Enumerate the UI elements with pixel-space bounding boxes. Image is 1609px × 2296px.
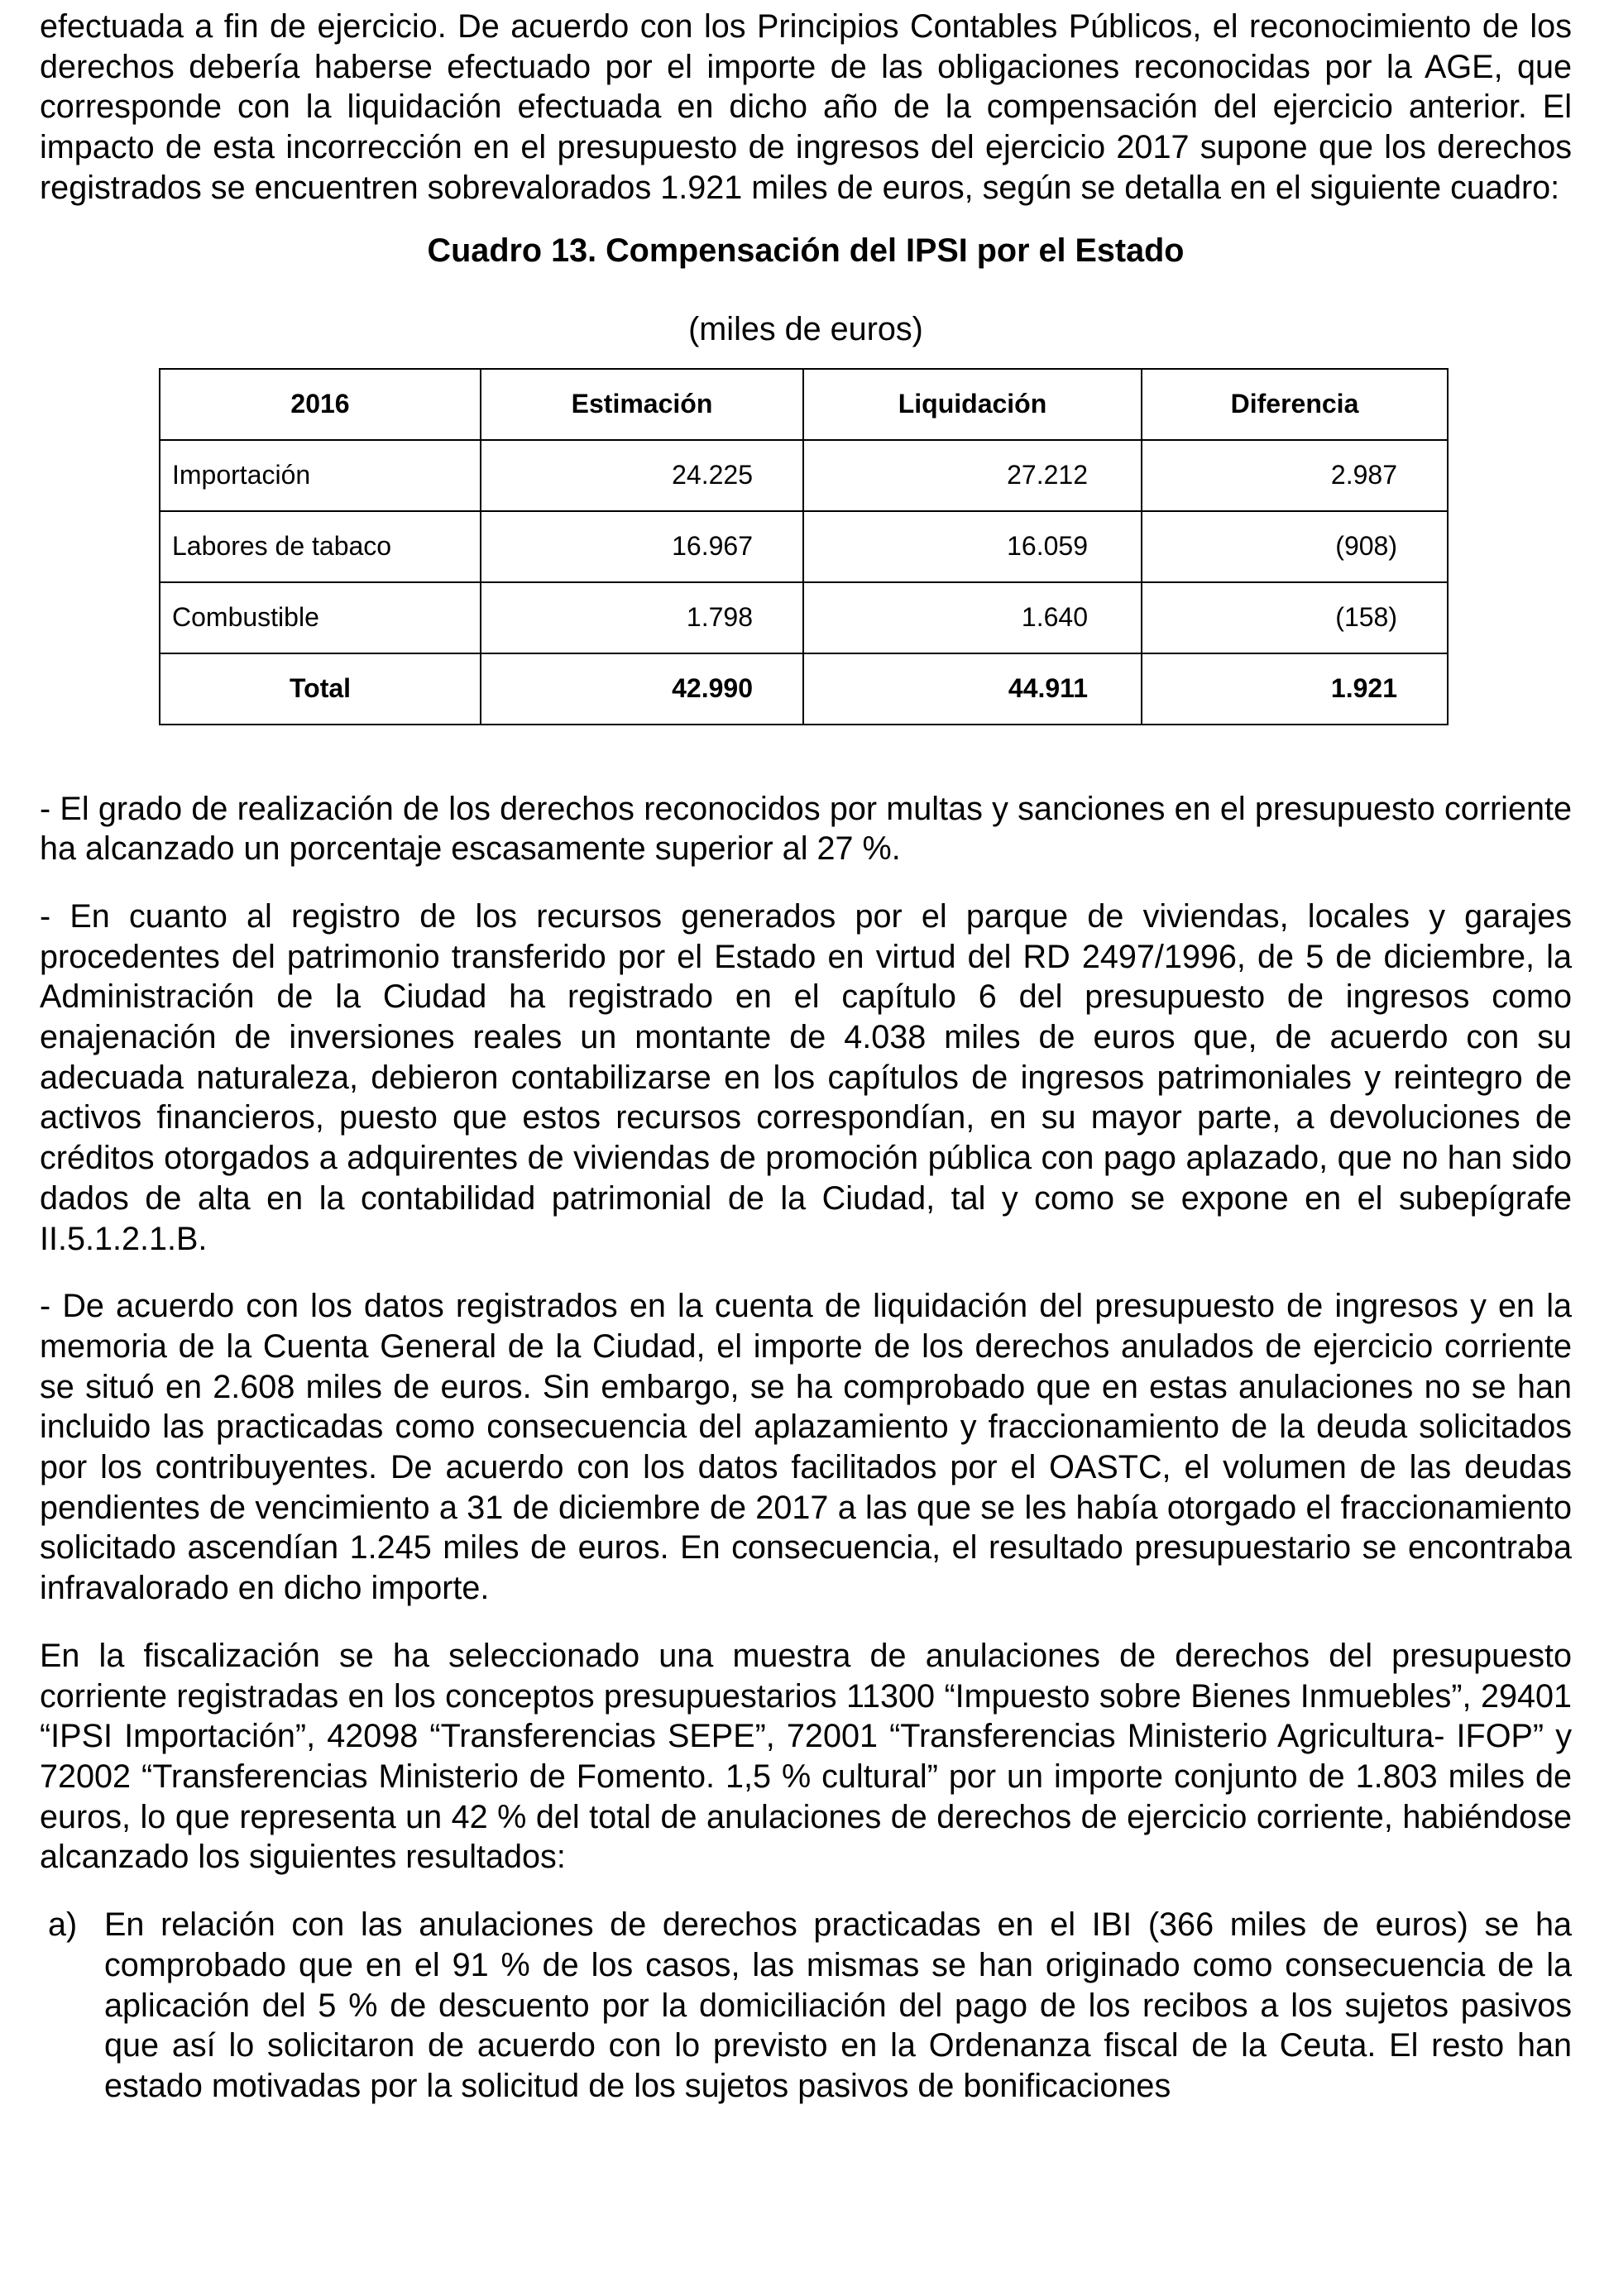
text-line: anulaciones no se han incluido las practicadas como consecuencia del aplazamiento y — [40, 1368, 1573, 1446]
text-line: de la aplicación del 5 % de descuento por la domiciliación del pago de los recibos a los — [104, 1946, 1572, 2024]
text-line: pública con pago aplazado, que no han sido dados de alta en la contabilidad patrimonial de la — [40, 1140, 1572, 1217]
cell-estimacion: 1.798 — [481, 582, 803, 653]
paragraph-muestra — [40, 1636, 1572, 1877]
text-line: corriente ha alcanzado un porcentaje escasamente superior al 27 %. — [40, 790, 1572, 868]
paragraph-viviendas — [40, 897, 1572, 1259]
header-estimacion: Estimación — [481, 369, 803, 440]
text-line: en la memoria de la Cuenta General de la Ciudad, el importe de los derechos anulados de — [40, 1288, 1573, 1365]
text-line: importe. — [371, 1570, 490, 1607]
row-label: Combustible — [160, 582, 481, 653]
text-line: conjunto de 1.803 miles de euros, lo que representa un 42 % del total de anulaciones de derechos — [40, 1758, 1572, 1835]
text-line: detalla en el siguiente cuadro: — [1124, 169, 1560, 206]
cell-liquidacion: 1.640 — [803, 582, 1142, 653]
table-row — [160, 582, 1448, 653]
text-line: Ciudad, tal y como se expone en el subepígrafe II.5.1.2.1.B. — [40, 1179, 1572, 1257]
document-page — [40, 7, 1572, 2107]
text-line: Agricultura- IFOP” y 72002 “Transferencias Ministerio de Fomento. 1,5 % cultural” por un importe — [40, 1718, 1573, 1795]
total-label: Total — [160, 653, 481, 725]
text-line: corriente registradas en los conceptos presupuestarios 11300 “Impuesto sobre Bienes Inmuebles”, — [40, 1677, 1481, 1715]
cell-liquidacion: 27.212 — [803, 440, 1142, 511]
text-line: patrimoniales y reintegro de activos financieros, puesto que estos recursos correspondían, en su — [40, 1059, 1573, 1136]
table-title: Cuadro 13. Compensación del IPSI por el Estado — [427, 232, 1185, 269]
table-row — [160, 440, 1448, 511]
text-line: de ejercicio corriente, habiéndose alcanzado los siguientes resultados: — [40, 1798, 1572, 1876]
table-row — [160, 511, 1448, 582]
text-line: acuerdo con su adecuada naturaleza, debieron contabilizarse en los capítulos de ingresos — [40, 1019, 1573, 1096]
cell-estimacion: 24.225 — [481, 440, 803, 511]
text-line: procedentes del patrimonio transferido por el Estado en virtud del RD 2497/1996, de 5 de — [40, 938, 1384, 975]
list-item-text — [104, 1905, 1572, 2107]
row-label: Importación — [160, 440, 481, 511]
cell-liquidacion: 16.059 — [803, 511, 1142, 582]
text-line: que los derechos registrados se encuentren sobrevalorados 1.921 miles de euros, según se — [40, 129, 1572, 206]
text-line: Ceuta. El resto han estado motivadas por la solicitud de los sujetos pasivos de bonificaciones — [104, 2027, 1572, 2104]
text-line: facilitados por el OASTC, el volumen de las deudas pendientes de vencimiento a 31 de diciembre — [40, 1449, 1572, 1526]
cell-diferencia: (908) — [1142, 511, 1448, 582]
text-line: - En cuanto al registro de los recursos generados por el parque de viviendas, locales y garajes — [40, 897, 1572, 935]
text-line: En la fiscalización se ha seleccionado una muestra de anulaciones de derechos del presupuesto — [40, 1637, 1572, 1674]
cell-diferencia: 2.987 — [1142, 440, 1448, 511]
text-line: anterior. El impacto de esta incorrección en el presupuesto de ingresos del ejercicio 2017 supone — [40, 88, 1572, 166]
paragraph-multas — [40, 789, 1572, 869]
text-line: efectuada a fin de ejercicio. De acuerdo con los Principios Contables Públicos, el reconocimiento — [40, 8, 1482, 45]
header-liquidacion: Liquidación — [803, 369, 1142, 440]
text-line: - El grado de realización de los derechos reconocidos por multas y sanciones en el presupuesto — [40, 790, 1445, 827]
text-line: sujetos pasivos que así lo solicitaron de acuerdo con lo previsto en la Ordenanza fiscal de la — [104, 1987, 1572, 2064]
text-line: 29401 “IPSI Importación”, 42098 “Transferencias SEPE”, 72001 “Transferencias Ministerio — [40, 1677, 1572, 1755]
table-total-row — [160, 653, 1448, 725]
text-line: comprobado que en el 91 % de los casos, las mismas se han originado como consecuencia — [104, 1946, 1498, 1983]
intro-paragraph — [40, 7, 1572, 208]
text-line: ingresos como enajenación de inversiones reales un montante de 4.038 miles de euros que, de — [40, 978, 1573, 1056]
list-item-a — [40, 1905, 1572, 2107]
paragraph-derechos-anulados — [40, 1286, 1572, 1609]
cell-diferencia: (158) — [1142, 582, 1448, 653]
text-line: fraccionamiento de la deuda solicitados por los contribuyentes. De acuerdo con los datos — [40, 1409, 1572, 1486]
text-line: ejercicio corriente se situó en 2.608 miles de euros. Sin embargo, se ha comprobado que en estas — [40, 1327, 1572, 1405]
text-line: AGE, que corresponde con la liquidación efectuada en dicho año de la compensación del ejercicio — [40, 48, 1572, 126]
header-diferencia: Diferencia — [1142, 369, 1448, 440]
text-line: - De acuerdo con los datos registrados en la cuenta de liquidación del presupuesto de ingresos y — [40, 1288, 1499, 1325]
list-marker: a) — [48, 1906, 78, 1944]
text-line: mayor parte, a devoluciones de créditos otorgados a adquirentes de viviendas de promoción — [40, 1099, 1572, 1177]
table-header-row — [160, 369, 1448, 440]
text-line: euros. En consecuencia, el resultado presupuestario se encontraba infravalorado en dicho — [40, 1529, 1572, 1607]
table-units: (miles de euros) — [688, 310, 923, 347]
ipsi-compensation-table — [159, 368, 1449, 725]
row-label: Labores de tabaco — [160, 511, 481, 582]
total-liquidacion: 44.911 — [803, 653, 1142, 725]
total-diferencia: 1.921 — [1142, 653, 1448, 725]
header-year: 2016 — [160, 369, 481, 440]
cell-estimacion: 16.967 — [481, 511, 803, 582]
text-line: de 2017 a las que se les había otorgado el fraccionamiento solicitado ascendían 1.245 miles de — [40, 1489, 1572, 1567]
total-estimacion: 42.990 — [481, 653, 803, 725]
text-line: de los derechos debería haberse efectuado por el importe de las obligaciones reconocidas por la — [40, 8, 1572, 85]
text-line: diciembre, la Administración de la Ciudad ha registrado en el capítulo 6 del presupuesto de — [40, 938, 1572, 1016]
text-line: En relación con las anulaciones de derechos practicadas en el IBI (366 miles de euros) se ha — [104, 1906, 1572, 1944]
